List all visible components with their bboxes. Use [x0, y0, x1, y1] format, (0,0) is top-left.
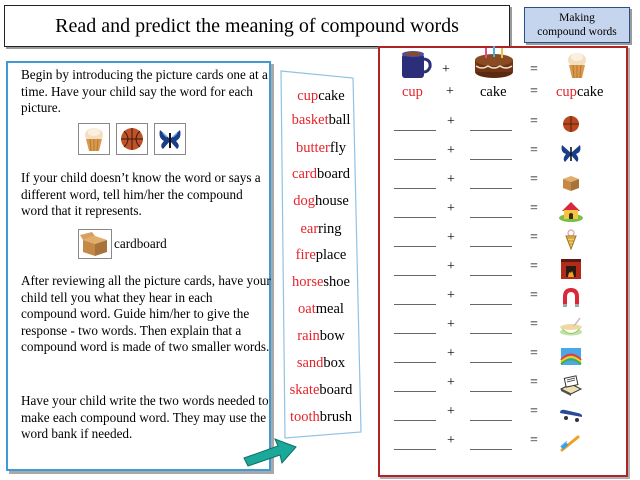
second-word-blank[interactable]: [470, 362, 512, 363]
horseshoe-icon: [558, 285, 584, 311]
equals-sign: =: [530, 317, 538, 332]
worksheet-row: [380, 288, 626, 310]
rainbow-icon: [558, 343, 584, 369]
worksheet-row: [380, 230, 626, 252]
picture-cards-row: [78, 123, 186, 155]
cake-icon: [472, 44, 516, 80]
worksheet-row: [380, 375, 626, 397]
word-bank-item: skateboard: [289, 382, 353, 398]
second-word-blank[interactable]: [470, 391, 512, 392]
butterfly-icon: [558, 140, 584, 166]
word-bank-item: cardboard: [292, 166, 350, 182]
word-bank-item: toothbrush: [289, 409, 353, 425]
equals-sign: =: [530, 259, 538, 274]
plus-sign: +: [447, 201, 455, 216]
example-equals: =: [530, 84, 538, 99]
example-plus-top: +: [442, 62, 450, 77]
basketball-icon: [558, 111, 584, 137]
worksheet-row: [380, 317, 626, 339]
instruction-paragraph-4: Have your child write the two words needed to make each compound word. They may use the word bank if needed.: [21, 393, 269, 442]
word-bank-item: rainbow: [297, 328, 345, 344]
example-plus: +: [446, 84, 454, 99]
word-bank-item: earring: [300, 221, 342, 237]
plus-sign: +: [447, 259, 455, 274]
word-bank-item: butterfly: [296, 140, 346, 156]
second-word-blank[interactable]: [470, 420, 512, 421]
cupcake-icon: [564, 50, 590, 80]
equals-sign: =: [530, 288, 538, 303]
word-bank-item: cupcake: [297, 88, 345, 104]
second-word-blank[interactable]: [470, 159, 512, 160]
plus-sign: +: [447, 433, 455, 448]
second-word-blank[interactable]: [470, 188, 512, 189]
plus-sign: +: [447, 346, 455, 361]
plus-sign: +: [447, 114, 455, 129]
example-equals-top: =: [530, 62, 538, 77]
equals-sign: =: [530, 114, 538, 129]
equals-sign: =: [530, 201, 538, 216]
plus-sign: +: [447, 375, 455, 390]
worksheet-row: [380, 114, 626, 136]
worksheet-row: [380, 143, 626, 165]
instructions-panel: [6, 61, 271, 471]
equals-sign: =: [530, 375, 538, 390]
word-bank-item: oatmeal: [298, 301, 344, 317]
word-bank: [279, 70, 363, 440]
first-word-blank[interactable]: [394, 362, 436, 363]
example-icons-row: [380, 48, 626, 88]
first-word-blank[interactable]: [394, 391, 436, 392]
sandbox-icon: [558, 372, 584, 398]
plus-sign: +: [447, 230, 455, 245]
first-word-blank[interactable]: [394, 449, 436, 450]
first-word-blank[interactable]: [394, 333, 436, 334]
equals-sign: =: [530, 346, 538, 361]
equals-sign: =: [530, 172, 538, 187]
example-row: [380, 84, 626, 106]
worksheet-row: [380, 404, 626, 426]
second-word-blank[interactable]: [470, 217, 512, 218]
first-word-blank[interactable]: [394, 217, 436, 218]
second-word-blank[interactable]: [470, 246, 512, 247]
word-bank-item: sandbox: [296, 355, 346, 371]
first-word-blank[interactable]: [394, 420, 436, 421]
first-word-blank[interactable]: [394, 130, 436, 131]
instruction-paragraph-2: If your child doesn’t know the word or says a different word, tell him/her the compound word that it represents.: [21, 170, 261, 219]
worksheet-row: [380, 433, 626, 455]
first-word-blank[interactable]: [394, 304, 436, 305]
cardboard-box-icon: [558, 169, 584, 195]
second-word-blank[interactable]: [470, 333, 512, 334]
example-first-word: cup: [402, 84, 423, 100]
plus-sign: +: [447, 288, 455, 303]
example-card-row: [78, 229, 167, 259]
worksheet-row: [380, 346, 626, 368]
skateboard-icon: [558, 401, 584, 427]
first-word-blank[interactable]: [394, 246, 436, 247]
first-word-blank[interactable]: [394, 188, 436, 189]
oatmeal-icon: [558, 314, 584, 340]
toothbrush-icon: [558, 430, 584, 456]
second-word-blank[interactable]: [470, 449, 512, 450]
worksheet-row: [380, 259, 626, 281]
first-word-blank[interactable]: [394, 159, 436, 160]
worksheet-row: [380, 201, 626, 223]
equals-sign: =: [530, 143, 538, 158]
plus-sign: +: [447, 404, 455, 419]
plus-sign: +: [447, 317, 455, 332]
instruction-paragraph-1: Begin by introducing the picture cards one at a time. Have your child say the word for each picture.: [21, 67, 268, 116]
cupcake-icon: [78, 123, 110, 155]
topic-badge: [524, 7, 630, 43]
page-title: [4, 5, 510, 47]
cardboard-box-icon: [78, 229, 112, 259]
second-word-blank[interactable]: [470, 304, 512, 305]
fireplace-icon: [558, 256, 584, 282]
equals-sign: =: [530, 230, 538, 245]
word-bank-item: basketball: [291, 112, 351, 128]
example-compound-word: cupcake: [556, 84, 604, 100]
equals-sign: =: [530, 433, 538, 448]
example-second-word: cake: [480, 84, 507, 100]
badge-line-1: Making: [559, 12, 595, 24]
equals-sign: =: [530, 404, 538, 419]
first-word-blank[interactable]: [394, 275, 436, 276]
page-title-text: Read and predict the meaning of compound words: [55, 14, 459, 37]
plus-sign: +: [447, 172, 455, 187]
word-bank-item: doghouse: [293, 193, 349, 209]
basketball-icon: [116, 123, 148, 155]
instruction-paragraph-3: After reviewing all the picture cards, have your child tell you what they hear in each compound word. Guide him/her to give the response - two words. Then explain that a compound word is made of two smaller words.: [21, 273, 271, 355]
earring-icon: [558, 227, 584, 253]
example-word: cardboard: [114, 236, 167, 251]
word-bank-item: horseshoe: [291, 274, 350, 290]
word-bank-item: fireplace: [295, 247, 347, 263]
arrow-icon: [242, 436, 298, 468]
worksheet-panel: [378, 46, 628, 477]
plus-sign: +: [447, 143, 455, 158]
badge-line-2: compound words: [537, 26, 617, 38]
doghouse-icon: [558, 198, 584, 224]
butterfly-icon: [154, 123, 186, 155]
worksheet-row: [380, 172, 626, 194]
second-word-blank[interactable]: [470, 275, 512, 276]
second-word-blank[interactable]: [470, 130, 512, 131]
cup-icon: [398, 46, 432, 82]
